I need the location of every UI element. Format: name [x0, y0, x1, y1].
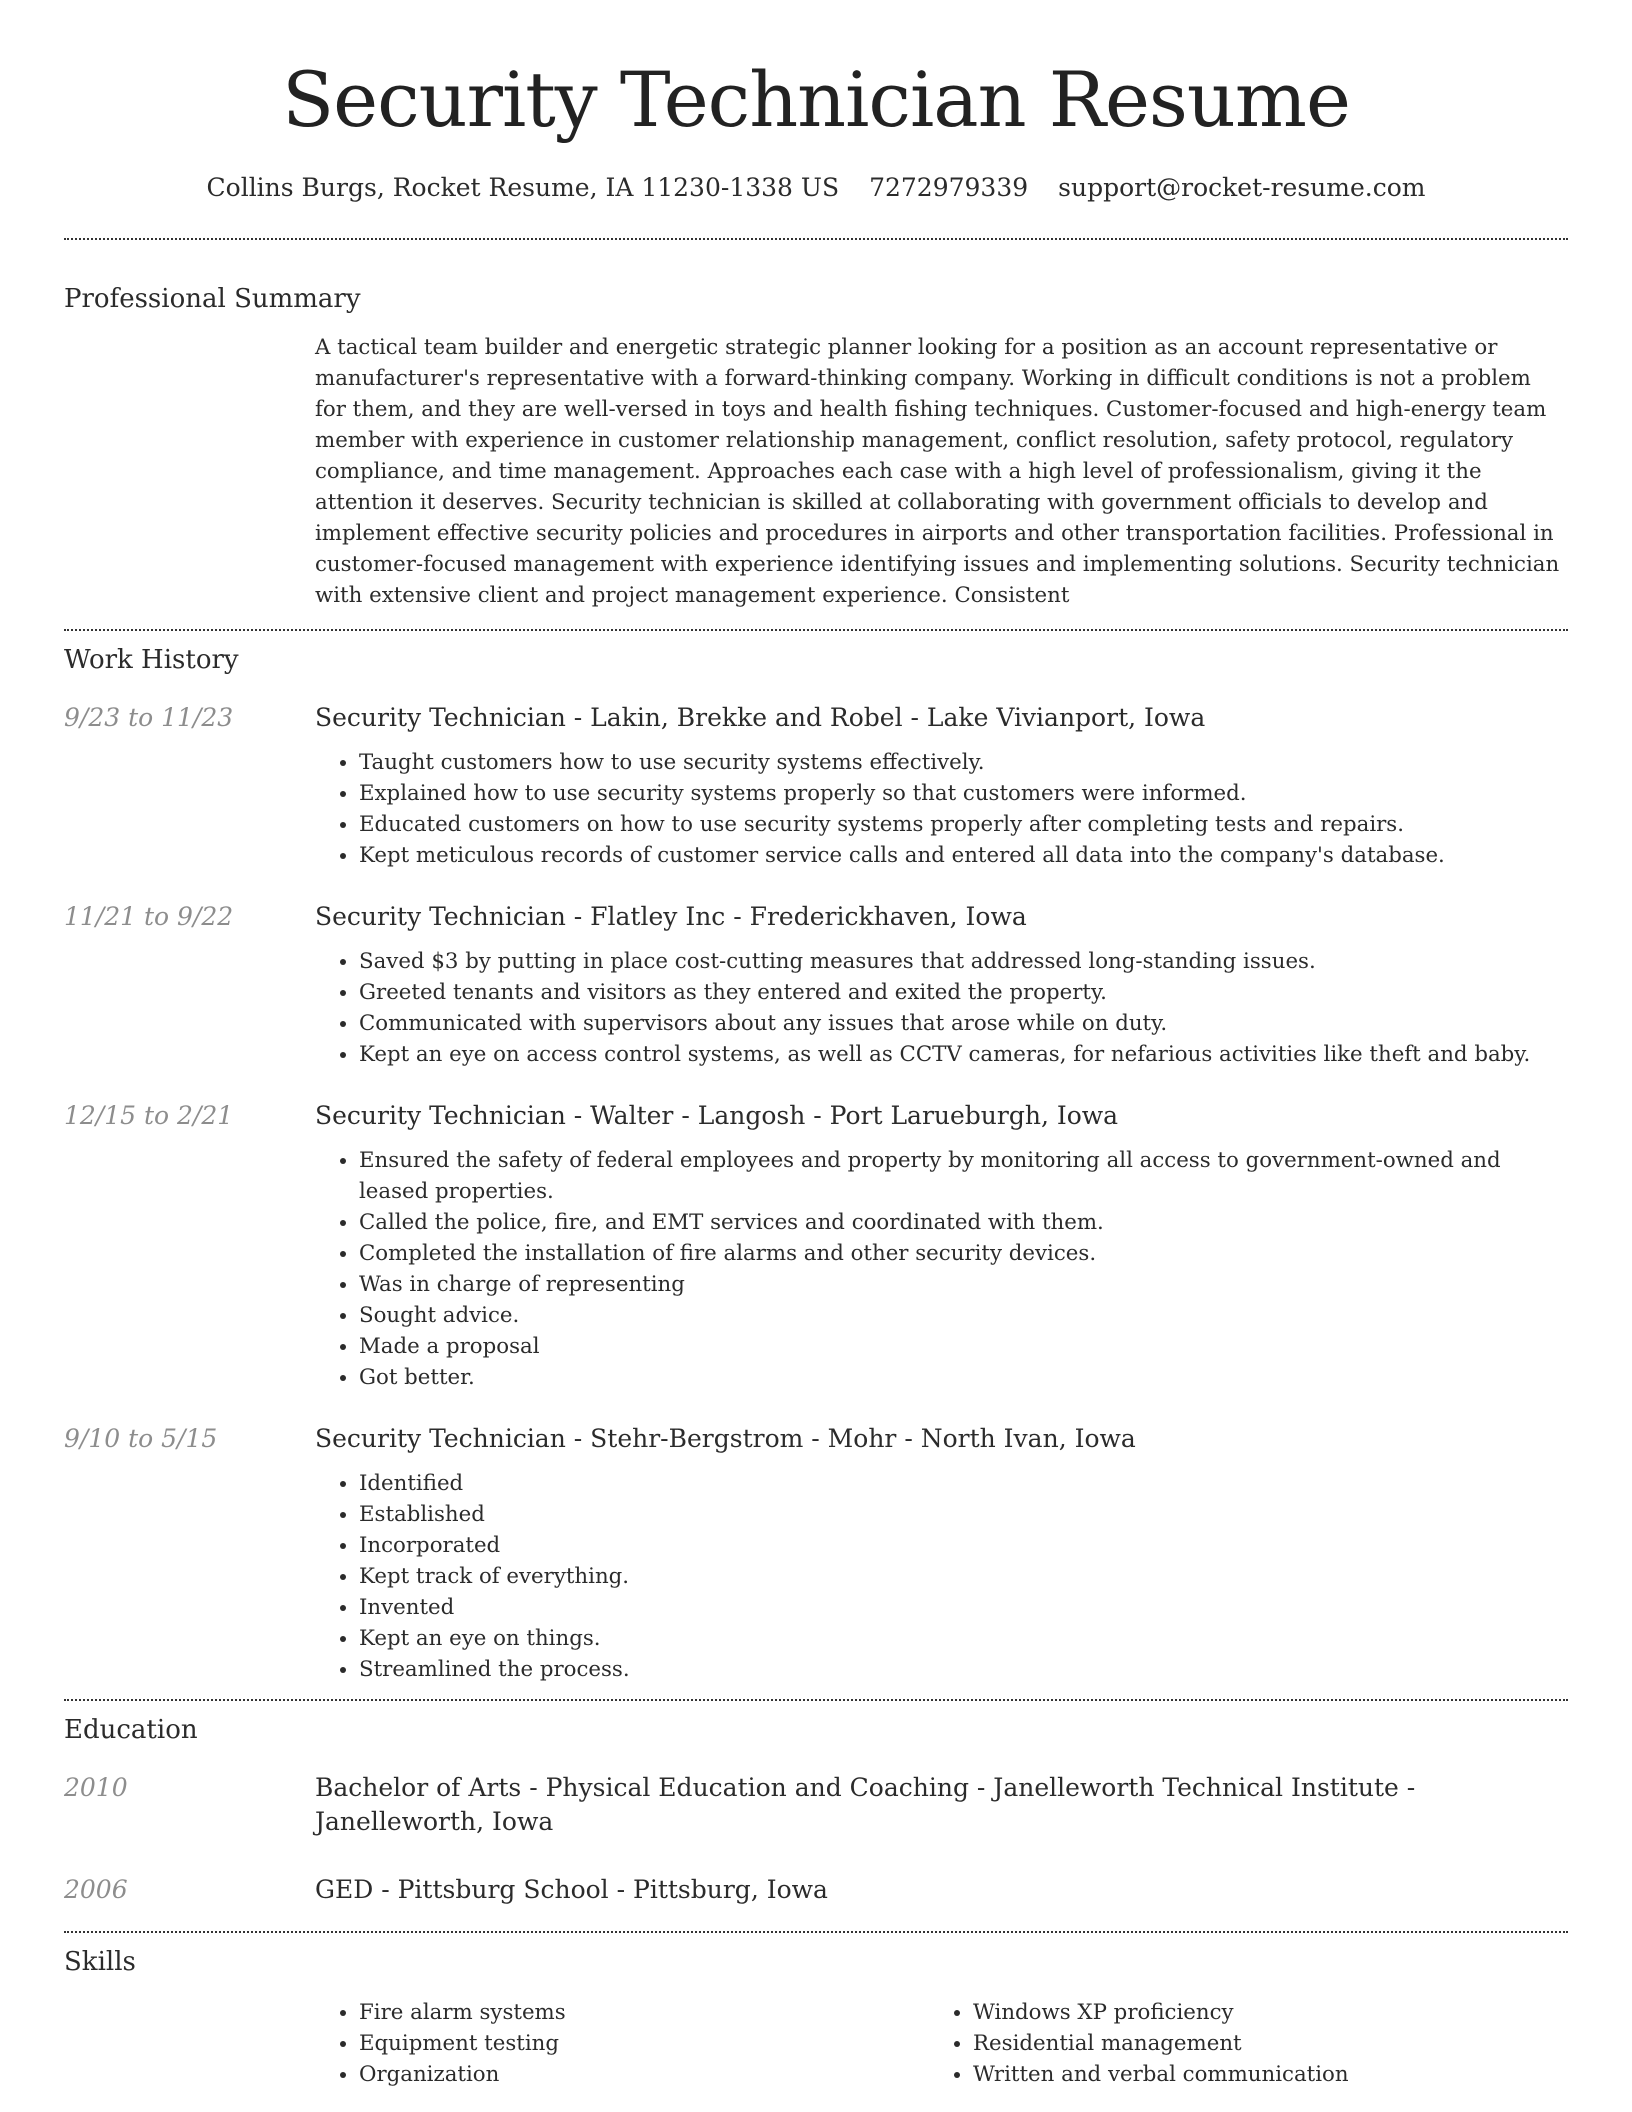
job-bullet: • Made a proposal: [359, 1331, 1568, 1362]
job-bullets: [315, 946, 1568, 1070]
job-bullets: [315, 1468, 1568, 1685]
job-bullet: • Kept track of everything.: [359, 1561, 1568, 1592]
contact-address: Collins Burgs, Rocket Resume, IA 11230-1338 US: [206, 173, 840, 202]
summary-heading: Professional Summary: [64, 284, 361, 314]
job-bullet: • Saved $3 by putting in place cost-cutting measures that addressed long-standing issues.: [359, 946, 1568, 977]
education-text: GED - Pittsburg School - Pittsburg, Iowa: [315, 1875, 828, 1904]
resume-page: [64, 0, 1568, 2090]
job-bullets: [315, 1145, 1568, 1393]
skills-list-right: [929, 1997, 1543, 2090]
job-details: [315, 1422, 1568, 1685]
summary-body: [315, 332, 1568, 611]
job-bullet: • Incorporated: [359, 1530, 1568, 1561]
job-dates: 9/23 to 11/23: [64, 703, 234, 732]
skills-body: [315, 1997, 1568, 2090]
education-details: [315, 1771, 1568, 1839]
summary-text: A tactical team builder and energetic strategic planner looking for a position as an account representative or manufacturer's representative with a forward-thinking company. Working in difficult conditions is not a problem for them, and they are well-versed in toys and health fishing techniques. Customer-focused and high-energy team member with experience in customer relationship management, conflict resolution, safety protocol, regulatory compliance, and time management. Approaches each case with a high level of professionalism, giving it the attention it deserves. Security technician is skilled at collaborating with government officials to develop and implement effective security policies and procedures in airports and other transportation facilities. Professional in customer-focused management with experience identifying issues and implementing solutions. Security technician with extensive client and project management experience. Consistent: [315, 335, 1560, 608]
job-title: Security Technician - Flatley Inc - Frederickhaven, Iowa: [315, 902, 1027, 931]
skill-item: • Residential management: [973, 2028, 1543, 2059]
education-text: Bachelor of Arts - Physical Education and Coaching - Janelleworth Technical Institute - Janelleworth, Iowa: [315, 1773, 1416, 1836]
education-divider: [64, 1931, 1568, 1933]
job-bullet: • Sought advice.: [359, 1300, 1568, 1331]
skills-list-left: [315, 1997, 929, 2090]
contact-line: [64, 172, 1568, 204]
job-bullet: • Explained how to use security systems properly so that customers were informed.: [359, 778, 1568, 809]
header-divider: [64, 238, 1568, 240]
job-bullet: • Communicated with supervisors about any issues that arose while on duty.: [359, 1008, 1568, 1039]
education-heading: Education: [64, 1715, 198, 1745]
skills-columns: [315, 1997, 1568, 2090]
job-bullet: • Called the police, fire, and EMT services and coordinated with them.: [359, 1207, 1568, 1238]
education-entry: [64, 1771, 1568, 1839]
skill-item: • Written and verbal communication: [973, 2059, 1543, 2090]
skills-spacer: [64, 1997, 315, 2090]
job-title: Security Technician - Walter - Langosh - Port Larueburgh, Iowa: [315, 1101, 1119, 1130]
job-bullet: • Streamlined the process.: [359, 1654, 1568, 1685]
job-bullet: • Established: [359, 1499, 1568, 1530]
education-details: [315, 1873, 1568, 1907]
job-bullets: [315, 747, 1568, 871]
job-entry: [64, 900, 1568, 1070]
job-bullet: • Educated customers on how to use security systems properly after completing tests and repairs.: [359, 809, 1568, 840]
skill-item: • Windows XP proficiency: [973, 1997, 1543, 2028]
work-divider: [64, 1699, 1568, 1701]
education-year: 2006: [64, 1875, 128, 1904]
summary-row: [64, 332, 1568, 611]
skill-item: • Organization: [359, 2059, 929, 2090]
job-bullet: • Ensured the safety of federal employees and property by monitoring all access to government-owned and leased properties.: [359, 1145, 1568, 1207]
job-bullet: • Greeted tenants and visitors as they entered and exited the property.: [359, 977, 1568, 1008]
job-title: Security Technician - Lakin, Brekke and Robel - Lake Vivianport, Iowa: [315, 703, 1206, 732]
job-bullet: • Got better.: [359, 1362, 1568, 1393]
skills-row: [64, 1997, 1568, 2090]
skill-item: • Fire alarm systems: [359, 1997, 929, 2028]
work-heading: Work History: [64, 645, 239, 675]
job-title: Security Technician - Stehr-Bergstrom - Mohr - North Ivan, Iowa: [315, 1424, 1136, 1453]
job-bullet: • Taught customers how to use security systems effectively.: [359, 747, 1568, 778]
job-dates: 11/21 to 9/22: [64, 902, 234, 931]
job-details: [315, 900, 1568, 1070]
skill-item: • Equipment testing: [359, 2028, 929, 2059]
job-bullet: • Kept an eye on things.: [359, 1623, 1568, 1654]
education-year: 2010: [64, 1773, 128, 1802]
skills-heading: Skills: [64, 1947, 136, 1977]
job-bullet: • Kept an eye on access control systems, as well as CCTV cameras, for nefarious activities like theft and baby.: [359, 1039, 1568, 1070]
job-bullet: • Invented: [359, 1592, 1568, 1623]
job-entry: [64, 701, 1568, 871]
job-bullet: • Identified: [359, 1468, 1568, 1499]
summary-spacer: [64, 332, 315, 611]
job-entry: [64, 1422, 1568, 1685]
job-details: [315, 701, 1568, 871]
job-dates: 9/10 to 5/15: [64, 1424, 218, 1453]
contact-email: support@rocket-resume.com: [1058, 173, 1426, 202]
job-bullet: • Was in charge of representing: [359, 1269, 1568, 1300]
job-entry: [64, 1099, 1568, 1393]
job-dates: 12/15 to 2/21: [64, 1101, 234, 1130]
job-bullet: • Kept meticulous records of customer service calls and entered all data into the company's database.: [359, 840, 1568, 871]
job-bullet: • Completed the installation of fire alarms and other security devices.: [359, 1238, 1568, 1269]
education-entry: [64, 1873, 1568, 1907]
resume-title: Security Technician Resume: [282, 55, 1350, 144]
job-details: [315, 1099, 1568, 1393]
summary-divider: [64, 629, 1568, 631]
contact-phone: 7272979339: [869, 173, 1029, 202]
